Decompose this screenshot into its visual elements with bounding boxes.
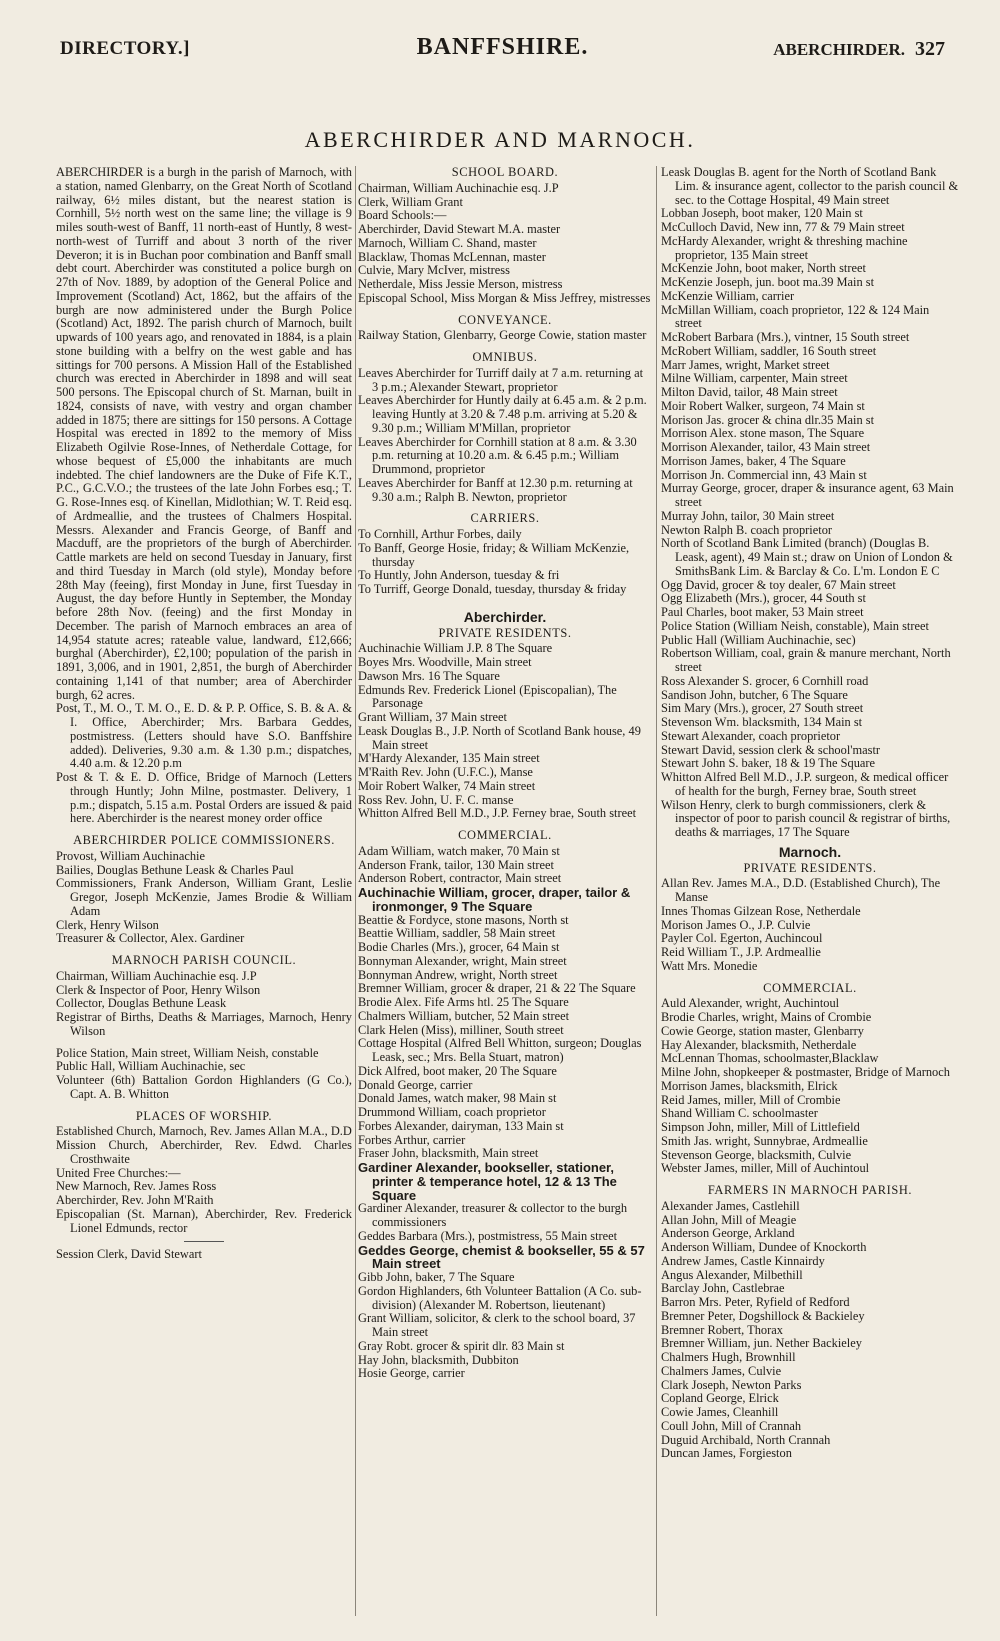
list-item: Adam William, watch maker, 70 Main st (358, 843, 560, 858)
police-commissioners-heading: ABERCHIRDER POLICE COMMISSIONERS. (73, 833, 335, 847)
list-item: Board Schools:— (358, 208, 447, 223)
list-item: Barclay John, Castlebrae (661, 1281, 785, 1296)
private-residents-heading: PRIVATE RESIDENTS. (438, 625, 572, 640)
list-item: McCulloch David, New inn, 77 & 79 Main street (661, 220, 905, 234)
list-item: Bonnyman Alexander, wright, Main street (358, 953, 567, 968)
list-item: Innes Thomas Gilzean Rose, Netherdale (661, 903, 861, 918)
list-item: Clerk, William Grant (358, 194, 463, 209)
list-item: North of Scotland Bank Limited (branch) (Douglas B. Leask, agent), 49 Main st.; draw on Union of London & SmithsBank Lim. & Barclay & Co. L'm. London E C (661, 536, 953, 578)
list-item: Auld Alexander, wright, Auchintoul (661, 996, 840, 1011)
places-of-worship-heading: PLACES OF WORSHIP. (135, 1108, 273, 1123)
list-item: Provost, William Auchinachie (56, 848, 205, 863)
commercial-heading: COMMERCIAL. (458, 828, 552, 842)
list-item: Wilson Henry, clerk to burgh commissioners, clerk & inspector of poor to parish council & registrar of births, deaths & marriages, 17 The Square (661, 797, 951, 839)
list-item: Marr James, wright, Market street (661, 357, 830, 372)
commercial-continued-list (661, 166, 959, 840)
list-item: Stewart David, session clerk & school'mastr (661, 742, 881, 757)
aberchirder-heading: Aberchirder. (463, 608, 547, 625)
list-item: To Turriff, George Donald, tuesday, thursday & friday (358, 582, 627, 596)
list-item: Chairman, William Auchinachie esq. J.P (56, 968, 257, 983)
list-item: Gray Robt. grocer & spirit dlr. 83 Main st (358, 1338, 565, 1353)
list-item: Episcopal School, Miss Morgan & Miss Jeffrey, mistresses (358, 290, 651, 305)
list-item: Anderson Frank, tailor, 130 Main street (358, 857, 554, 872)
list-item: Morrison James, baker, 4 The Square (661, 453, 846, 468)
list-item: Dawson Mrs. 16 The Square (358, 668, 500, 683)
list-item: Forbes Alexander, dairyman, 133 Main st (358, 1118, 564, 1133)
list-item: Milton David, tailor, 48 Main street (661, 385, 838, 399)
marnoch-commercial-list (661, 997, 959, 1176)
list-item: Stevenson George, blacksmith, Culvie (661, 1147, 852, 1162)
list-item: Leask Douglas B. agent for the North of Scotland Bank Lim. & insurance agent, collector to the parish council & sec. to the Cottage Hospital, 49 Main street (661, 165, 959, 207)
conveyance-entry: Railway Station, Glenbarry, George Cowie, station master (358, 328, 647, 343)
list-item: Allan Rev. James M.A., D.D. (Established Church), The Manse (661, 876, 941, 904)
list-item: Chalmers Hugh, Brownhill (661, 1350, 796, 1364)
list-item: Clerk, Henry Wilson (56, 917, 159, 932)
list-item: Bremner Peter, Dogshillock & Backieley (661, 1308, 865, 1323)
list-item: Boyes Mrs. Woodville, Main street (358, 655, 532, 669)
list-item: New Marnoch, Rev. James Ross (56, 1179, 217, 1194)
school-board-heading: SCHOOL BOARD. (451, 165, 559, 179)
list-item: Public Hall (William Auchinachie, sec) (661, 632, 856, 647)
list-item: Chalmers William, butcher, 52 Main street (358, 1008, 570, 1023)
list-item: Shand William C. schoolmaster (661, 1106, 818, 1121)
list-item: Brodie Charles, wright, Mains of Crombie (661, 1010, 872, 1024)
list-item: To Huntly, John Anderson, tuesday & fri (358, 568, 560, 583)
list-item: Hay John, blacksmith, Dubbiton (358, 1352, 519, 1367)
list-item: Whitton Alfred Bell M.D., J.P. surgeon, & medical officer of health for the burgh, Ferney brae, South street (661, 770, 949, 798)
list-item: Moir Robert Walker, 74 Main street (358, 778, 536, 793)
list-item: Bremner William, grocer & draper, 21 & 22 The Square (358, 981, 636, 996)
marnoch-private-residents-heading: PRIVATE RESIDENTS. (743, 860, 877, 875)
list-item: Ogg David, grocer & toy dealer, 67 Main street (661, 577, 896, 592)
list-item: Auchinachie William, grocer, draper, tailor & ironmonger, 9 The Square (358, 885, 631, 914)
worship-list (56, 1125, 352, 1235)
list-item: Murray John, tailor, 30 Main street (661, 508, 835, 523)
list-item: McKenzie Joseph, jun. boot ma.39 Main st (661, 275, 875, 289)
list-item: Edmunds Rev. Frederick Lionel (Episcopalian), The Parsonage (358, 682, 617, 711)
list-item: Bonnyman Andrew, wright, North street (358, 967, 558, 982)
list-item: Hay Alexander, blacksmith, Netherdale (661, 1037, 857, 1052)
page-title: ABERCHIRDER AND MARNOCH. (304, 127, 696, 152)
list-item: Collector, Douglas Bethune Leask (56, 996, 227, 1011)
column-1 (56, 166, 352, 1262)
police-list (56, 850, 352, 946)
list-item: Established Church, Marnoch, Rev. James Allan M.A., D.D (56, 1124, 352, 1139)
farmers-heading: FARMERS IN MARNOCH PARISH. (707, 1183, 913, 1197)
list-item: Watt Mrs. Monedie (661, 958, 758, 973)
session-clerk-entry: Session Clerk, David Stewart (56, 1247, 202, 1262)
list-item: Ross Rev. John, U. F. C. manse (358, 792, 514, 807)
list-item: Chalmers James, Culvie (661, 1363, 782, 1378)
list-item: Reid William T., J.P. Ardmeallie (661, 945, 821, 959)
list-item: Whitton Alfred Bell M.D., J.P. Ferney brae, South street (358, 806, 637, 821)
list-item: Webster James, miller, Mill of Auchintoul (661, 1161, 870, 1176)
list-item: Gibb John, baker, 7 The Square (358, 1270, 515, 1284)
list-item: To Banff, George Hosie, friday; & William McKenzie, thursday (358, 540, 630, 569)
list-item: Allan John, Mill of Meagie (661, 1212, 797, 1227)
list-item: Blacklaw, Thomas McLennan, master (358, 249, 546, 264)
list-item: Duguid Archibald, North Crannah (661, 1432, 831, 1447)
short-rule (184, 1241, 224, 1242)
list-item: Grant William, 37 Main street (358, 710, 507, 724)
list-item: McMillan William, coach proprietor, 122 & 124 Main street (661, 302, 930, 331)
list-item: Grant William, solicitor, & clerk to the school board, 37 Main street (358, 1311, 636, 1339)
school-list (358, 182, 652, 306)
list-item: Hosie George, carrier (358, 1366, 465, 1381)
list-item: Anderson William, Dundee of Knockorth (661, 1240, 867, 1254)
carriers-heading: CARRIERS. (470, 511, 540, 526)
list-item: Barron Mrs. Peter, Ryfield of Redford (661, 1295, 850, 1309)
list-item: Police Station, Main street, William Neish, constable (56, 1045, 319, 1060)
list-item: McRobert Barbara (Mrs.), vintner, 15 South street (661, 330, 910, 344)
list-item: Drummond William, coach proprietor (358, 1105, 546, 1119)
list-item: Stevenson Wm. blacksmith, 134 Main st (661, 715, 863, 729)
column-2 (358, 166, 652, 1381)
list-item: Smith Jas. wright, Sunnybrae, Ardmeallie (661, 1133, 868, 1148)
page-number: 327 (915, 38, 945, 60)
list-item: Cowie James, Cleanhill (661, 1405, 779, 1419)
carriers-list (358, 528, 652, 597)
list-item: Duncan James, Forgieston (661, 1446, 792, 1461)
list-item: Gardiner Alexander, treasurer & collector to the burgh commissioners (358, 1201, 628, 1229)
list-item: Netherdale, Miss Jessie Merson, mistress (358, 277, 563, 291)
list-item: Cottage Hospital (Alfred Bell Whitton, surgeon; Douglas Leask, sec.; Mrs. Bella Stuart, matron) (358, 1036, 642, 1064)
list-item: Police Station (William Neish, constable), Main street (661, 618, 929, 633)
list-item: Bailies, Douglas Bethune Leask & Charles Paul (56, 862, 294, 877)
list-item: Leaves Aberchirder for Turriff daily at 7 a.m. returning at 3 p.m.; Alexander Stewart, proprietor (358, 365, 644, 394)
list-item: M'Raith Rev. John (U.F.C.), Manse (358, 765, 533, 779)
marnoch-commercial-heading: COMMERCIAL. (763, 980, 857, 995)
list-item: Volunteer (6th) Battalion Gordon Highlanders (G Co.), Capt. A. B. Whitton (56, 1073, 352, 1101)
list-item: Dick Alfred, boot maker, 20 The Square (358, 1063, 557, 1078)
conveyance-heading: CONVEYANCE. (458, 312, 552, 327)
parish-council-heading: MARNOCH PARISH COUNCIL. (111, 953, 297, 967)
list-item: Aberchirder, David Stewart M.A. master (358, 222, 561, 236)
list-item: Clerk & Inspector of Poor, Henry Wilson (56, 982, 261, 997)
list-item: Anderson George, Arkland (661, 1226, 795, 1241)
marnoch-private-list (661, 877, 959, 973)
list-item: Chairman, William Auchinachie esq. J.P (358, 180, 559, 195)
list-item: Brodie Alex. Fife Arms htl. 25 The Square (358, 995, 569, 1009)
list-item: Andrew James, Castle Kinnairdy (661, 1253, 825, 1268)
list-item: Morrison Alexander, tailor, 43 Main street (661, 440, 871, 454)
list-item: Geddes George, chemist & bookseller, 55 & 57 Main street (358, 1242, 645, 1272)
list-item: Geddes Barbara (Mrs.), postmistress, 55 Main street (358, 1228, 618, 1243)
list-item: Morison Jas. grocer & china dlr.35 Main st (661, 412, 875, 427)
private-residents-list (358, 642, 652, 821)
list-item: Stewart John S. baker, 18 & 19 The Square (661, 756, 876, 771)
list-item: Murray George, grocer, draper & insurance agent, 63 Main street (661, 481, 954, 509)
list-item: Gordon Highlanders, 6th Volunteer Battalion (A Co. sub-division) (Alexander M. Robertson, lieutenant) (358, 1283, 642, 1312)
list-item: Leaves Aberchirder for Huntly daily at 6.45 a.m. & 2 p.m. leaving Huntly at 3.20 & 7.48 p.m. arriving at 5.20 & 9.30 p.m.; William M'Millan, proprietor (358, 393, 647, 435)
list-item: McKenzie William, carrier (661, 288, 795, 303)
list-item: Cowie George, station master, Glenbarry (661, 1023, 864, 1038)
council-list (56, 970, 352, 1039)
post-office-entry: Post, T., M. O., T. M. O., E. D. & P. P. Office, S. B. & A. & I. Office, Aberchirder; Mrs. Barbara Geddes, postmistress. (Letters should have S.O. Banffshire added). Deliveries, 9.30 a.m. & 1.30 p.m.; dispatches, 4.40 a.m. & 12.20 p.m (56, 701, 352, 771)
list-item: Beattie & Fordyce, stone masons, North st (358, 912, 569, 927)
list-item: Angus Alexander, Milbethill (661, 1267, 803, 1282)
list-item: Fraser John, blacksmith, Main street (358, 1146, 539, 1161)
list-item: Ross Alexander S. grocer, 6 Cornhill road (661, 673, 869, 688)
column-3 (661, 166, 959, 1461)
list-item: Leaves Aberchirder for Banff at 12.30 p.m. returning at 9.30 a.m.; Ralph B. Newton, proprietor (358, 475, 633, 504)
header-section-label: DIRECTORY.] (60, 38, 190, 59)
column-divider (656, 166, 657, 1616)
header-place (773, 38, 945, 61)
list-item: Simpson John, miller, Mill of Littlefield (661, 1120, 860, 1134)
list-item: Coull John, Mill of Crannah (661, 1418, 802, 1433)
list-item: Commissioners, Frank Anderson, William Grant, Leslie Gregor, Joseph McKenzie, James Brodie & William Adam (56, 876, 352, 918)
list-item: Copland George, Elrick (661, 1391, 779, 1406)
list-item: Donald James, watch maker, 98 Main st (358, 1091, 557, 1106)
commercial-list (358, 845, 652, 1381)
list-item: Episcopalian (St. Marnan), Aberchirder, Rev. Frederick Lionel Edmunds, rector (56, 1206, 352, 1235)
list-item: Newton Ralph B. coach proprietor (661, 522, 833, 537)
list-item: McRobert William, saddler, 16 South street (661, 343, 877, 358)
running-head (60, 34, 945, 64)
list-item: Morrison James, blacksmith, Elrick (661, 1078, 838, 1093)
list-item: Leaves Aberchirder for Cornhill station at 8 a.m. & 3.30 p.m. returning at 10.20 a.m. & 6.45 p.m.; William Drummond, proprietor (358, 434, 637, 476)
list-item: McLennan Thomas, schoolmaster,Blacklaw (661, 1051, 879, 1066)
list-item: Culvie, Mary McIver, mistress (358, 263, 510, 278)
list-item: Bremner Robert, Thorax (661, 1322, 783, 1337)
list-item: Gardiner Alexander, bookseller, stationer, printer & temperance hotel, 12 & 13 The Square (358, 1160, 617, 1203)
list-item: Public Hall, William Auchinachie, sec (56, 1059, 246, 1074)
list-item: Bodie Charles (Mrs.), grocer, 64 Main st (358, 940, 560, 954)
list-item: Auchinachie William J.P. 8 The Square (358, 641, 553, 656)
list-item: Donald George, carrier (358, 1077, 473, 1092)
marnoch-heading: Marnoch. (778, 843, 842, 860)
list-item: To Cornhill, Arthur Forbes, daily (358, 527, 522, 541)
farmers-list (661, 1200, 959, 1461)
list-item: Milne John, shopkeeper & postmaster, Bridge of Marnoch (661, 1065, 950, 1079)
list-item: Morrison Alex. stone mason, The Square (661, 426, 865, 441)
list-item: Lobban Joseph, boot maker, 120 Main st (661, 206, 863, 221)
list-item: Robertson William, coal, grain & manure merchant, North street (661, 646, 951, 674)
list-item: Moir Robert Walker, surgeon, 74 Main st (661, 398, 865, 413)
list-item: McKenzie John, boot maker, North street (661, 261, 866, 276)
list-item: M'Hardy Alexander, 135 Main street (358, 751, 540, 766)
list-item: Beattie William, saddler, 58 Main street (358, 926, 556, 941)
list-item: Registrar of Births, Deaths & Marriages, Marnoch, Henry Wilson (56, 1010, 352, 1038)
list-item: Payler Col. Egerton, Auchincoul (661, 931, 823, 946)
omnibus-heading: OMNIBUS. (472, 350, 538, 364)
post-office-entry: Post & T. & E. D. Office, Bridge of Marnoch (Letters through Huntly; John Milne, postmaster. Delivery, 1 p.m.; dispatch, 5.15 a.m. Postal Orders are issued & paid here. Aberchirder is the nearest money order office (56, 770, 352, 826)
list-item: Ogg Elizabeth (Mrs.), grocer, 44 South st (661, 591, 866, 606)
list-item: Aberchirder, Rev. John M'Raith (56, 1193, 214, 1207)
header-place-label: ABERCHIRDER. (773, 40, 905, 59)
list-item: Stewart Alexander, coach proprietor (661, 728, 841, 743)
list-item: Sandison John, butcher, 6 The Square (661, 687, 848, 702)
misc-list (56, 1047, 352, 1102)
list-item: Alexander James, Castlehill (661, 1198, 800, 1213)
column-divider (355, 166, 356, 1616)
intro-paragraph: ABERCHIRDER is a burgh in the parish of Marnoch, with a station, named Glenbarry, on the Great North of Scotland railway, 6½ miles distant, but the nearest station is Cornhill, 5½ north west on the same line; the village is 9 miles south-west of Banff, 11 north-east of Huntly, 8 west-north-west of Turriff and about 3 north of the river Deveron; it is in Buchan poor combination and Banff small debt court. Aberchirder was constituted a police burgh on 27th of Nov. 1889, by adoption of the General Police and Improvement (Scotland) Act, 1862, but the affairs of the burgh are now administered under the Burgh Police (Scotland) Act, 1892. The parish church of Marnoch, built upwards of 100 years ago, and renovated in 1884, is a plain stone building with a belfry on the west gable and has sittings for 700 persons. A Mission Hall of the Established church was erected in Aberchirder in 1898 and will seat 500 persons. The Episcopal church of St. Marnan, built in 1824, consists of nave, with vestry and organ chamber added in 1875; there are sittings for 150 persons. A Cottage Hospital was erected in 1892 to the memory of Miss Elizabeth Ogilvie Rose-Innes, of Netherdale Cottage, for whose bequest of £5,000 the inhabitants are much indebted. The chief landowners are the Duke of Fife K.T., P.C., G.C.V.O.; the trustees of the late John Forbes esq.; T. G. Rose-Innes esq. of Kinellan, Midlothian; W. T. Reid esq. of Ardmeallie, and the trustees of Chalmers Hospital. Messrs. Alexander and Francis George, of Banff and Macduff, are the proprietors of the burgh of Aberchirder. Cattle markets are held on second Tuesday in January, first and third Tuesday in March (old style), Monday before 28th May (feeing), first Monday in June, first Tuesday in August, the day before Huntly in September, the Monday before 28th Nov. (feeing) and the first Monday in December. The parish of Marnoch embraces an area of 14,954 statute acres; rateable value, landward, £12,666; burghal (Aberchirder), £2,100; population of the parish in 1891, 3,006, and in 1901, 2,851, the burgh of Aberchirder containing 1,141 of that number; area of Aberchirder burgh, 62 acres. (56, 165, 352, 702)
list-item: Forbes Arthur, carrier (358, 1132, 466, 1147)
list-item: United Free Churches:— (56, 1165, 181, 1180)
list-item: Paul Charles, boot maker, 53 Main street (661, 605, 864, 619)
list-item: McHardy Alexander, wright & threshing machine proprietor, 135 Main street (661, 233, 908, 262)
list-item: Clark Helen (Miss), milliner, South street (358, 1022, 564, 1037)
header-county: BANFFSHIRE. (416, 34, 589, 60)
list-item: Clark Joseph, Newton Parks (661, 1377, 802, 1392)
list-item: Milne William, carpenter, Main street (661, 371, 848, 386)
omnibus-list (358, 367, 652, 505)
list-item: Leask Douglas B., J.P. North of Scotland Bank house, 49 Main street (358, 723, 641, 752)
list-item: Sim Mary (Mrs.), grocer, 27 South street (661, 701, 864, 716)
list-item: Morrison Jn. Commercial inn, 43 Main st (661, 467, 867, 482)
list-item: Anderson Robert, contractor, Main street (358, 871, 562, 886)
list-item: Bremner William, jun. Nether Backieley (661, 1336, 862, 1351)
list-item: Marnoch, William C. Shand, master (358, 235, 537, 250)
list-item: Treasurer & Collector, Alex. Gardiner (56, 931, 245, 946)
list-item: Morison James O., J.P. Culvie (661, 917, 811, 932)
list-item: Reid James, miller, Mill of Crombie (661, 1092, 841, 1107)
list-item: Mission Church, Aberchirder, Rev. Edwd. Charles Crosthwaite (56, 1138, 352, 1166)
